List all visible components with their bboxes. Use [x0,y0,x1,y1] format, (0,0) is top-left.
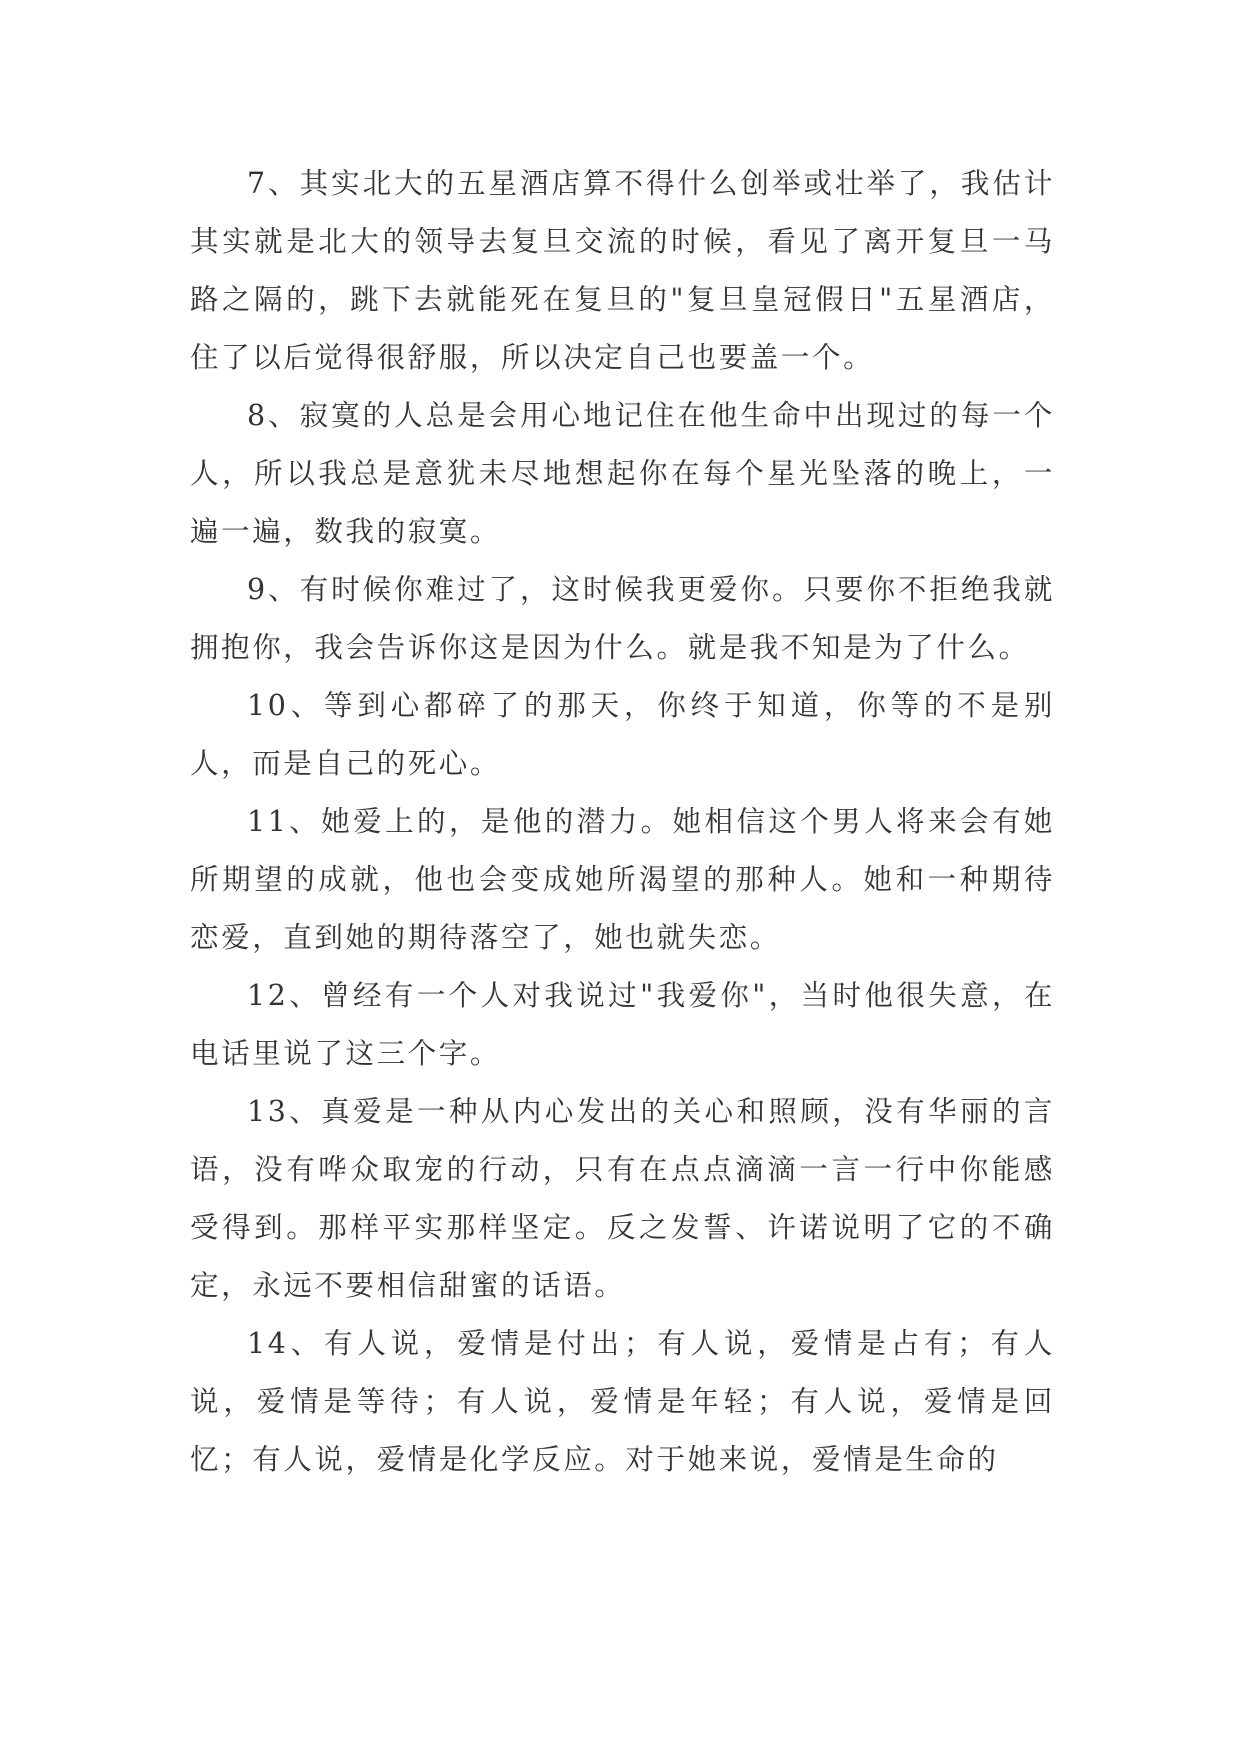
paragraph-9: 9、有时候你难过了，这时候我更爱你。只要你不拒绝我就拥抱你，我会告诉你这是因为什么。就是我不知是为了什么。 [190,573,1055,664]
paragraph-11: 11、她爱上的，是他的潜力。她相信这个男人将来会有她所期望的成就，他也会变成她所渴望的那种人。她和一种期待恋爱，直到她的期待落空了，她也就失恋。 [190,805,1055,954]
document-body [190,155,1055,1489]
paragraph-14: 14、有人说，爱情是付出；有人说，爱情是占有；有人说，爱情是等待；有人说，爱情是年轻；有人说，爱情是回忆；有人说，爱情是化学反应。对于她来说，爱情是生命的 [190,1327,1055,1476]
paragraph-13: 13、真爱是一种从内心发出的关心和照顾，没有华丽的言语，没有哗众取宠的行动，只有在点点滴滴一言一行中你能感受得到。那样平实那样坚定。反之发誓、许诺说明了它的不确定，永远不要相信甜蜜的话语。 [190,1095,1055,1302]
paragraph-10: 10、等到心都碎了的那天，你终于知道，你等的不是别人，而是自己的死心。 [190,689,1055,780]
paragraph-8: 8、寂寞的人总是会用心地记住在他生命中出现过的每一个人，所以我总是意犹未尽地想起你在每个星光坠落的晚上，一遍一遍，数我的寂寞。 [190,399,1055,548]
paragraph-7: 7、其实北大的五星酒店算不得什么创举或壮举了，我估计其实就是北大的领导去复旦交流的时候，看见了离开复旦一马路之隔的，跳下去就能死在复旦的"复旦皇冠假日"五星酒店，住了以后觉得很舒服，所以决定自己也要盖一个。 [190,167,1055,374]
paragraph-12: 12、曾经有一个人对我说过"我爱你"，当时他很失意，在电话里说了这三个字。 [190,979,1055,1070]
